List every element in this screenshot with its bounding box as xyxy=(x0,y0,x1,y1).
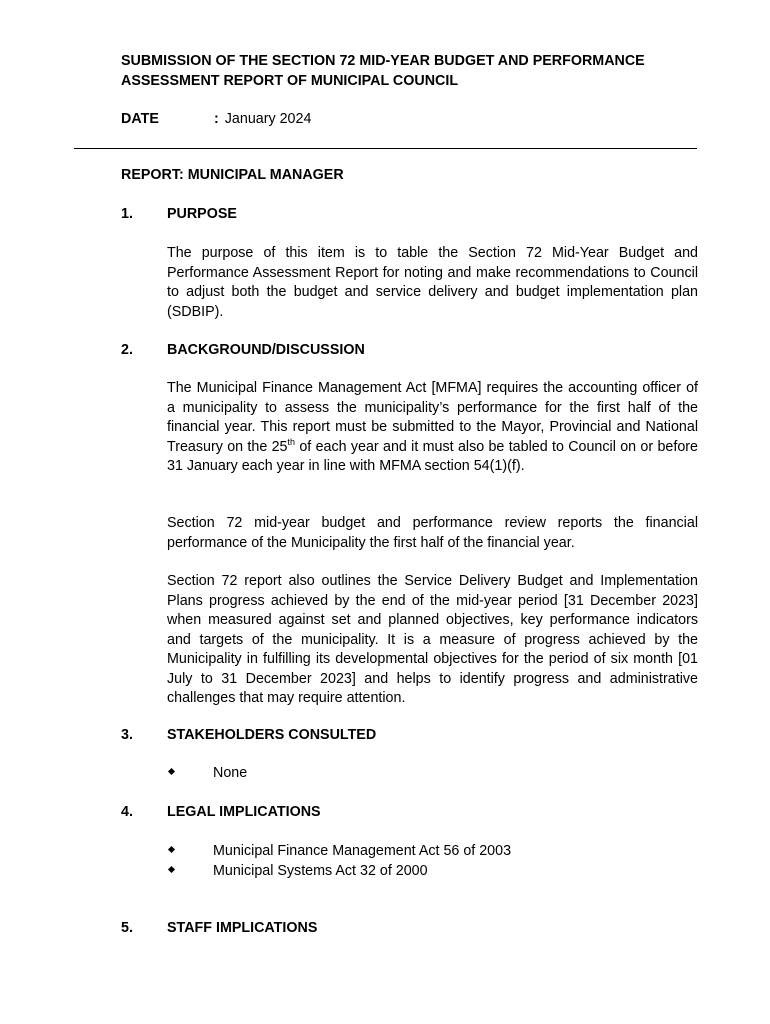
superscript: th xyxy=(287,436,296,447)
date-colon: : xyxy=(214,111,219,127)
section-number: 3. xyxy=(121,727,133,743)
list-item-text: Municipal Systems Act 32 of 2000 xyxy=(213,862,428,879)
date-label: DATE xyxy=(121,111,159,127)
report-line: REPORT: MUNICIPAL MANAGER xyxy=(121,167,344,183)
section-title: STAFF IMPLICATIONS xyxy=(167,920,318,936)
paragraph-text: The Municipal Finance Management Act [MFMA] requires the accounting officer of a municipality to assess the municipality’s performance for the first half of the financial year. This report must be submitted to the Mayor, Provincial and National Treasury on the 25 xyxy=(167,380,698,455)
section-number: 1. xyxy=(121,206,133,222)
stakeholders-list xyxy=(167,764,687,784)
document-title: SUBMISSION OF THE SECTION 72 MID-YEAR BUDGET AND PERFORMANCE ASSESSMENT REPORT OF MUNICIPAL COUNCIL xyxy=(121,53,645,89)
section-number: 2. xyxy=(121,342,133,358)
diamond-bullet-icon xyxy=(168,768,175,775)
section-number: 4. xyxy=(121,804,133,820)
date-value: January 2024 xyxy=(224,111,312,127)
diamond-bullet-icon xyxy=(168,846,175,853)
legal-list xyxy=(167,842,687,881)
section-title: BACKGROUND/DISCUSSION xyxy=(167,342,365,358)
list-item xyxy=(167,862,687,882)
list-item xyxy=(167,842,687,862)
section-title: LEGAL IMPLICATIONS xyxy=(167,804,321,820)
date-value-wrap xyxy=(214,110,311,130)
section-2-paragraph-1 xyxy=(167,379,698,477)
horizontal-rule xyxy=(74,148,697,149)
list-item-text: Municipal Finance Management Act 56 of 2003 xyxy=(213,843,512,859)
section-2-paragraph-2: Section 72 mid-year budget and performance review reports the financial performance of the Municipality the first half of the financial year. xyxy=(167,515,698,551)
list-item xyxy=(167,764,687,784)
section-number: 5. xyxy=(121,920,133,936)
diamond-bullet-icon xyxy=(168,865,175,872)
paragraph-text: of each year and it must also be tabled to Council on or before 31 January each year in line with MFMA section 54(1)(f). xyxy=(167,438,698,474)
section-1-paragraph-1: The purpose of this item is to table the Section 72 Mid-Year Budget and Performance Assessment Report for noting and make recommendations to Council to adjust both the budget and service delivery and budget implementation plan (SDBIP). xyxy=(167,245,698,320)
section-title: PURPOSE xyxy=(167,206,237,222)
section-2-paragraph-3: Section 72 report also outlines the Service Delivery Budget and Implementation Plans progress achieved by the end of the mid-year period [31 December 2023] when measured against set and planned objectives, key performance indicators and targets of the municipality. It is a measure of progress achieved by the Municipality in fulfilling its developmental objectives for the period of six month [01 July to 31 December 2023] and helps to identify progress and administrative challenges that may require attention. xyxy=(167,573,698,706)
list-item-text: None xyxy=(213,765,248,781)
section-title: STAKEHOLDERS CONSULTED xyxy=(167,727,377,743)
